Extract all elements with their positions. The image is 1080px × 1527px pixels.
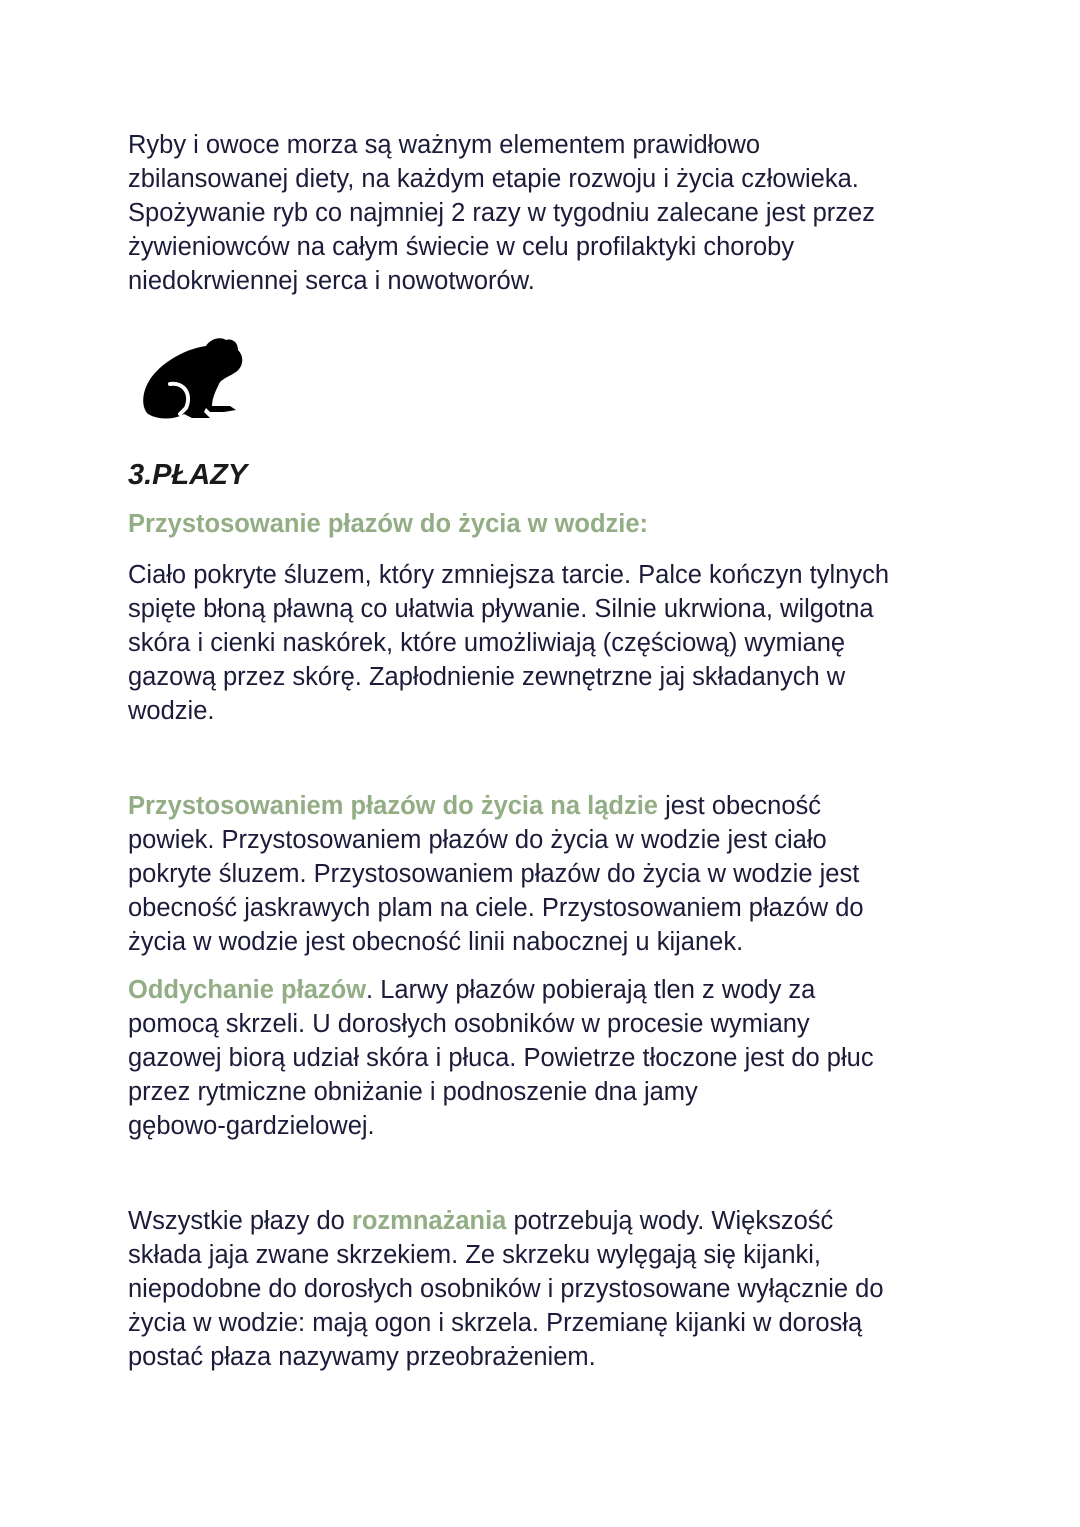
text-segment: pomocą skrzeli. U dorosłych osobników w procesie wymiany bbox=[128, 1010, 810, 1038]
text-segment: Spożywanie ryb co najmniej 2 razy w tygodniu zalecane jest przez bbox=[128, 199, 875, 227]
text-segment: gębowo-gardzielowej. bbox=[128, 1112, 375, 1140]
text-segment: zbilansowanej diety, na każdym etapie rozwoju i życia człowieka. bbox=[128, 165, 859, 193]
text-segment: niepodobne do dorosłych osobników i przystosowane wyłącznie do bbox=[128, 1275, 884, 1303]
text-line bbox=[128, 1075, 1028, 1109]
text-line bbox=[128, 891, 1028, 925]
text-line bbox=[128, 857, 1028, 891]
text-segment: gazową przez skórę. Zapłodnienie zewnętrzne jaj składanych w bbox=[128, 663, 846, 691]
text-segment: życia w wodzie: mają ogon i skrzela. Przemianę kijanki w dorosłą bbox=[128, 1309, 863, 1337]
text-line bbox=[128, 1204, 1028, 1238]
highlighted-term: Oddychanie płazów bbox=[128, 976, 367, 1004]
text-line bbox=[128, 1007, 1028, 1041]
text-line bbox=[128, 558, 1028, 592]
highlighted-term: Przystosowaniem płazów do życia na lądzie bbox=[128, 792, 658, 820]
text-line bbox=[128, 1272, 1028, 1306]
text-line bbox=[128, 230, 1028, 264]
text-segment: skóra i cienki naskórek, które umożliwiają (częściową) wymianę bbox=[128, 629, 846, 657]
text-segment: niedokrwiennej serca i nowotworów. bbox=[128, 267, 535, 295]
text-line bbox=[128, 660, 1028, 694]
text-segment: jest obecność bbox=[657, 792, 821, 820]
land-adaptation-paragraph bbox=[128, 789, 1028, 959]
intro-paragraph bbox=[128, 128, 1028, 298]
text-segment: żywieniowców na całym świecie w celu profilaktyki choroby bbox=[128, 233, 795, 261]
text-line bbox=[128, 1340, 1028, 1374]
text-segment: spięte błoną pławną co ułatwia pływanie. Silnie ukrwiona, wilgotna bbox=[128, 595, 874, 623]
text-segment: postać płaza nazywamy przeobrażeniem. bbox=[128, 1343, 596, 1371]
text-line bbox=[128, 823, 1028, 857]
text-line bbox=[128, 925, 1028, 959]
text-segment: powiek. Przystosowaniem płazów do życia w wodzie jest ciało bbox=[128, 826, 827, 854]
water-adaptation-paragraph bbox=[128, 558, 1028, 728]
highlighted-term: rozmnażania bbox=[351, 1207, 507, 1235]
text-segment: obecność jaskrawych plam na ciele. Przystosowaniem płazów do bbox=[128, 894, 864, 922]
text-segment: . Larwy płazów pobierają tlen z wody za bbox=[366, 976, 816, 1004]
text-segment: gazowej biorą udział skóra i płuca. Powietrze tłoczone jest do płuc bbox=[128, 1044, 874, 1072]
text-line bbox=[128, 1041, 1028, 1075]
text-line bbox=[128, 789, 1028, 823]
text-line bbox=[128, 264, 1028, 298]
text-line bbox=[128, 162, 1028, 196]
text-segment: składa jaja zwane skrzekiem. Ze skrzeku wylęgają się kijanki, bbox=[128, 1241, 822, 1269]
text-line bbox=[128, 128, 1028, 162]
text-line bbox=[128, 1306, 1028, 1340]
text-segment: przez rytmiczne obniżanie i podnoszenie dna jamy bbox=[128, 1078, 698, 1106]
text-segment: wodzie. bbox=[128, 697, 215, 725]
text-line bbox=[128, 1238, 1028, 1272]
frog-icon bbox=[140, 336, 246, 424]
section-heading: 3.PŁAZY bbox=[128, 459, 248, 491]
text-segment: Ryby i owoce morza są ważnym elementem prawidłowo bbox=[128, 131, 761, 159]
text-line bbox=[128, 592, 1028, 626]
text-line bbox=[128, 1109, 1028, 1143]
text-line bbox=[128, 626, 1028, 660]
text-line bbox=[128, 973, 1028, 1007]
text-segment: Ciało pokryte śluzem, który zmniejsza tarcie. Palce kończyn tylnych bbox=[128, 561, 890, 589]
text-segment: potrzebują wody. Większość bbox=[506, 1207, 834, 1235]
text-segment: życia w wodzie jest obecność linii nabocznej u kijanek. bbox=[128, 928, 744, 956]
text-segment: Wszystkie płazy do bbox=[128, 1207, 352, 1235]
breathing-paragraph bbox=[128, 973, 1028, 1143]
reproduction-paragraph bbox=[128, 1204, 1028, 1374]
subheading-water-adaptation: Przystosowanie płazów do życia w wodzie: bbox=[128, 510, 649, 538]
text-segment: pokryte śluzem. Przystosowaniem płazów do życia w wodzie jest bbox=[128, 860, 860, 888]
text-line bbox=[128, 694, 1028, 728]
text-line bbox=[128, 196, 1028, 230]
